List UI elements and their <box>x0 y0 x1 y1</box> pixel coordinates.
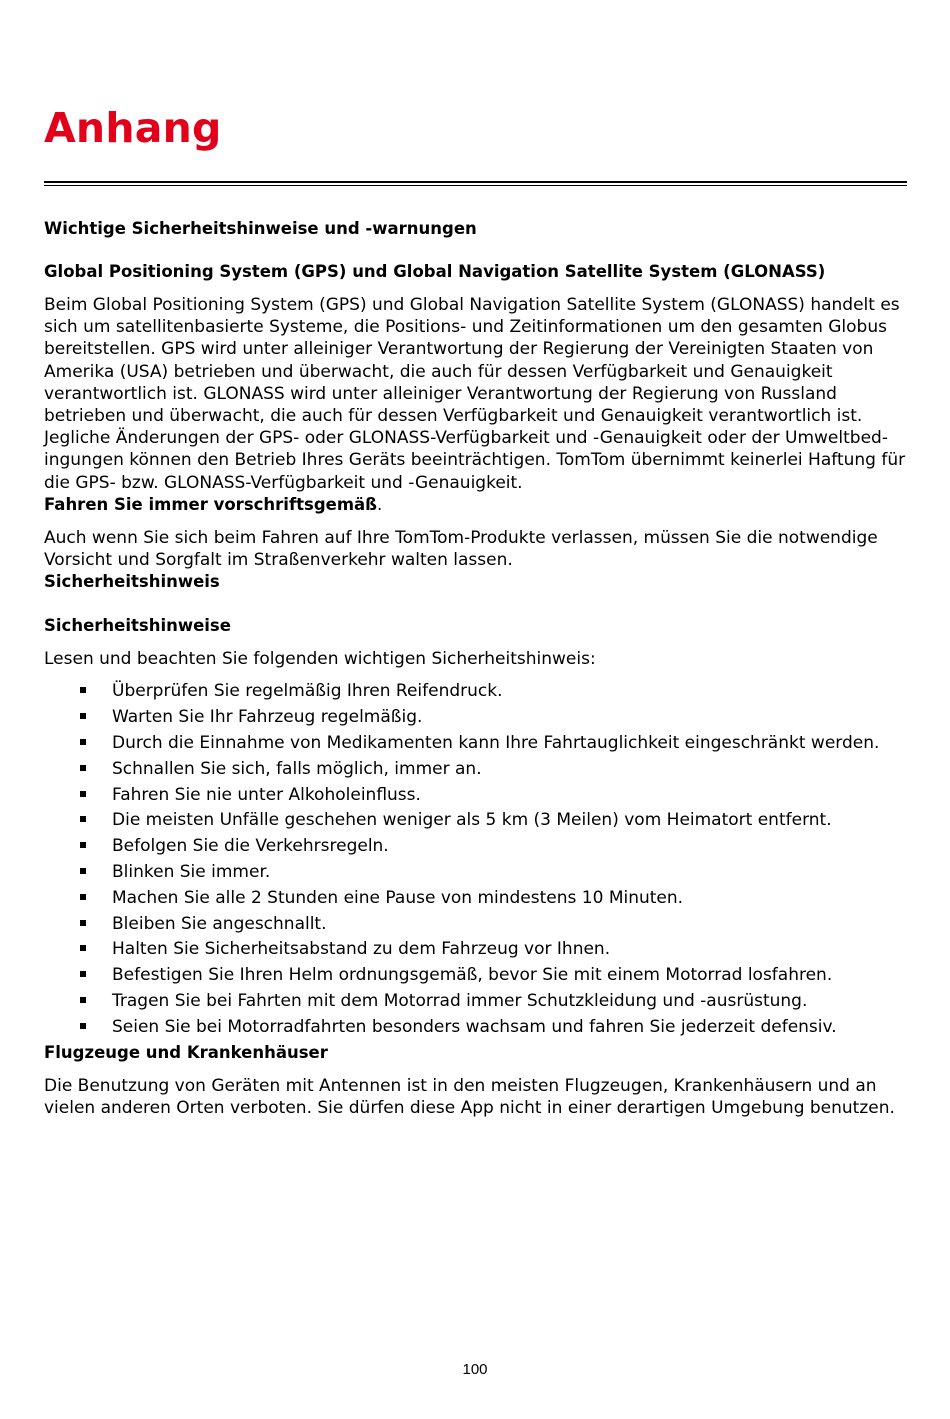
bullet-square-icon <box>80 816 86 822</box>
list-item <box>44 784 908 806</box>
title-divider <box>44 181 907 186</box>
bullet-square-icon <box>80 791 86 797</box>
list-item-text: Blinken Sie immer. <box>112 862 271 883</box>
bullet-square-icon <box>80 1023 86 1029</box>
list-item <box>44 964 908 986</box>
chapter-title: Anhang <box>44 104 222 152</box>
aircraft-paragraph: Die Benutzung von Geräten mit Antennen ist in den meisten Flugzeugen, Krankenhäusern und an vielen anderen Orten verboten. Sie dürfen diese App nicht in einer derartigen Umgebung benutzen. <box>44 1075 895 1118</box>
bullet-square-icon <box>80 687 86 693</box>
list-item-text: Bleiben Sie angeschnallt. <box>112 913 327 934</box>
bullet-square-icon <box>80 765 86 771</box>
bullet-square-icon <box>80 739 86 745</box>
list-item <box>44 835 908 857</box>
list-item <box>44 887 908 909</box>
driving-heading <box>44 494 908 516</box>
list-item-text: Machen Sie alle 2 Stunden eine Pause von mindestens 10 Minuten. <box>112 887 684 908</box>
aircraft-heading: Flugzeuge und Krankenhäuser <box>44 1042 328 1062</box>
bullet-square-icon <box>80 713 86 719</box>
list-item-text: Halten Sie Sicherheitsabstand zu dem Fahrzeug vor Ihnen. <box>112 939 611 960</box>
list-item-text: Tragen Sie bei Fahrten mit dem Motorrad immer Schutzkleidung und -ausrüstung. <box>112 991 808 1011</box>
list-item <box>44 732 908 754</box>
list-item <box>44 706 908 728</box>
bullet-square-icon <box>80 971 86 977</box>
page-content <box>44 218 908 1119</box>
list-item-text: Überprüfen Sie regelmäßig Ihren Reifendruck. <box>112 681 503 702</box>
bullet-square-icon <box>80 842 86 848</box>
safety-list <box>44 680 908 1037</box>
page-number: 100 <box>462 1361 488 1378</box>
list-item-text: Befestigen Sie Ihren Helm ordnungsgemäß, bevor Sie mit einem Motorrad losfahren. <box>112 965 833 986</box>
list-item <box>44 680 908 702</box>
list-item-text: Durch die Einnahme von Medikamenten kann Ihre Fahrtauglichkeit eingeschränkt werden. <box>112 733 880 754</box>
driving-heading-text: Fahren Sie immer vorschriftsgemäß <box>44 494 378 514</box>
bullet-square-icon <box>80 894 86 900</box>
safety-notices-intro: Lesen und beachten Sie folgenden wichtigen Sicherheitshinweis: <box>44 649 596 670</box>
list-item <box>44 913 908 935</box>
list-item-text: Befolgen Sie die Verkehrsregeln. <box>112 836 389 857</box>
list-item <box>44 1016 908 1038</box>
safety-notices-heading: Sicherheitshinweise <box>44 616 231 636</box>
bullet-square-icon <box>80 945 86 951</box>
main-heading: Wichtige Sicherheitshinweise und -warnungen <box>44 219 477 238</box>
list-item-text: Fahren Sie nie unter Alkoholeinfluss. <box>112 784 421 805</box>
list-item <box>44 861 908 883</box>
list-item-text: Schnallen Sie sich, falls möglich, immer an. <box>112 758 482 779</box>
driving-heading-period: . <box>377 494 383 514</box>
driving-paragraph: Auch wenn Sie sich beim Fahren auf Ihre TomTom-Produkte verlassen, müssen Sie die notwendige Vorsicht und Sorgfalt im Straßenverkehr walten lassen. <box>44 527 878 571</box>
bullet-square-icon <box>80 920 86 926</box>
list-item <box>44 758 908 780</box>
bullet-square-icon <box>80 868 86 874</box>
list-item <box>44 938 908 960</box>
list-item-text: Seien Sie bei Motorradfahrten besonders wachsam und fahren Sie jederzeit defensiv. <box>112 1016 837 1037</box>
bullet-square-icon <box>80 997 86 1003</box>
list-item-text: Warten Sie Ihr Fahrzeug regelmäßig. <box>112 707 423 728</box>
list-item <box>44 809 908 831</box>
gps-paragraph: Beim Global Positioning System (GPS) und Global Navigation Satellite System (GLONASS) handelt es sich um satellitenbasierte Systeme, die Positions- und Zeitinformationen um den gesamten Globus bereitstellen. GPS wird unter alleiniger Verantwortung der Regierung der Vereinigten Staaten von Amerika (USA) betrieben und überwacht, die auch für dessen Verfügbarkeit und Genauigkeit verantwortlich ist. GLONASS wird unter alleiniger Verantwortung der Regierung von Russland betrieben und überwacht, die auch für dessen Verfügbarkeit und Genauigkeit verantwortlich ist. Jegliche Änderungen der GPS- oder GLONASS-Verfügbarkeit und -Genauigkeit oder der Umweltbed-ingungen können den Betrieb Ihres Geräts beeinträchtigen. TomTom übernimmt keinerlei Haftung für die GPS- bzw. GLONASS-Verfügbarkeit und -Genauigkeit. <box>44 295 906 493</box>
list-item <box>44 990 908 1012</box>
gps-heading: Global Positioning System (GPS) und Global Navigation Satellite System (GLONASS) <box>44 262 826 281</box>
safety-notice-heading: Sicherheitshinweis <box>44 572 220 592</box>
list-item-text: Die meisten Unfälle geschehen weniger als 5 km (3 Meilen) vom Heimatort entfernt. <box>112 810 832 831</box>
